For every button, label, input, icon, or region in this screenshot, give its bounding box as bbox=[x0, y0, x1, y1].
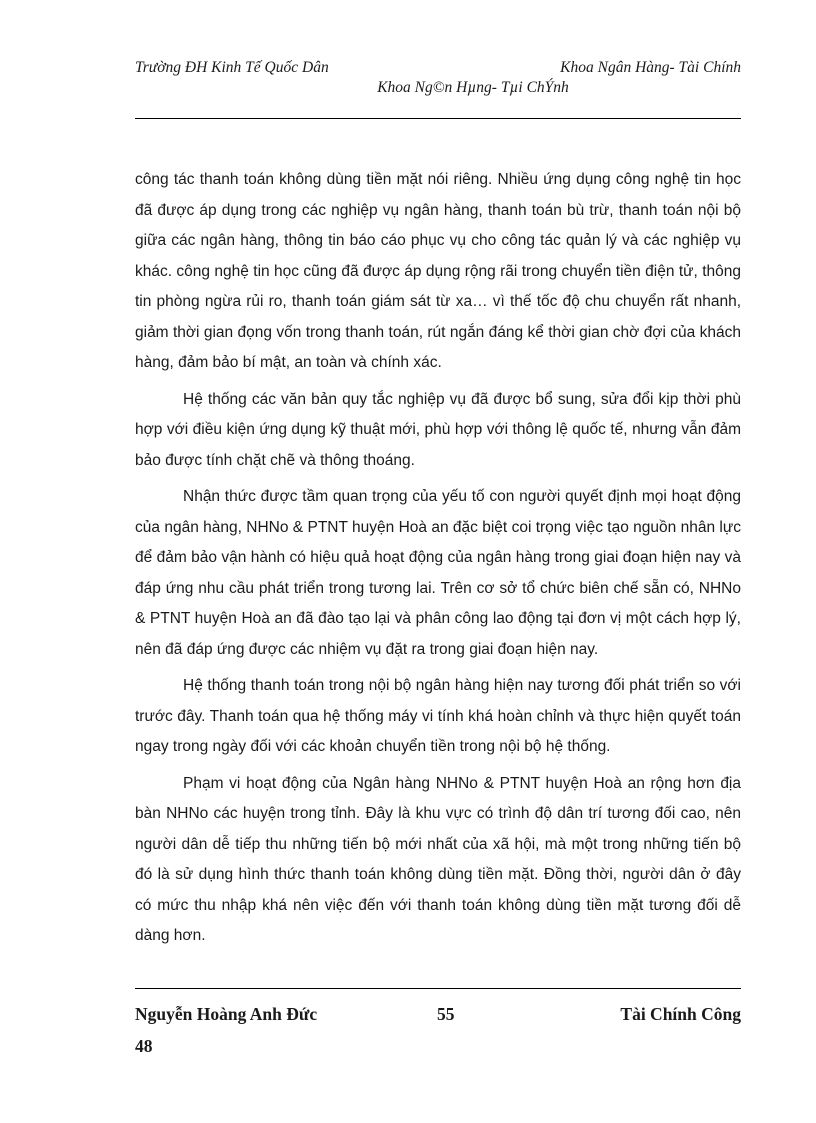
page-number: 55 bbox=[437, 1004, 455, 1024]
footer-row bbox=[135, 1000, 741, 1028]
footer-class-number: 48 bbox=[135, 1036, 153, 1056]
header-row bbox=[135, 58, 741, 78]
header-divider bbox=[135, 118, 741, 119]
paragraph-2: Hệ thống các văn bản quy tắc nghiệp vụ đã được bổ sung, sửa đổi kịp thời phù hợp với điều kiện ứng dụng kỹ thuật mới, phù hợp với thông lệ quốc tế, nhưng vẫn đảm bảo được tính chặt chẽ và thông thoáng. bbox=[135, 390, 741, 469]
footer-class-name: Tài Chính Công bbox=[620, 1004, 741, 1024]
body-text bbox=[135, 165, 741, 958]
header-university: Trường ĐH Kinh Tế Quốc Dân bbox=[135, 59, 329, 76]
header-faculty: Khoa Ngân Hàng- Tài Chính bbox=[560, 59, 741, 76]
paragraph-4: Hệ thống thanh toán trong nội bộ ngân hàng hiện nay tương đối phát triển so với trước đây. Thanh toán qua hệ thống máy vi tính khá hoàn chỉnh và thực hiện quyết toán ngay trong ngày đối với các khoản chuyển tiền trong nội bộ hệ thống. bbox=[135, 677, 741, 755]
page-footer bbox=[135, 1000, 741, 1060]
page-header bbox=[135, 58, 741, 98]
footer-author: Nguyễn Hoàng Anh Đức bbox=[135, 1004, 318, 1024]
footer-divider bbox=[135, 988, 741, 989]
paragraph-3: Nhận thức được tầm quan trọng của yếu tố con người quyết định mọi hoạt động của ngân hàng, NHNo & PTNT huyện Hoà an đặc biệt coi trọng việc tạo nguồn nhân lực để đảm bảo vận hành có hiệu quả hoạt động của ngân hàng trong giai đoạn hiện nay và đáp ứng nhu cầu phát triển trong tương lai. Trên cơ sở tổ chức biên chế sẵn có, NHNo & PTNT huyện Hoà an đã đào tạo lại và phân công lao động tại đơn vị một cách hợp lý, nên đã đáp ứng được các nhiệm vụ đặt ra trong giai đoạn hiện nay. bbox=[135, 488, 741, 658]
header-faculty-encoded: Khoa Ng©n Hµng- Tµi ChÝnh bbox=[377, 79, 569, 96]
paragraph-1: công tác thanh toán không dùng tiền mặt nói riêng. Nhiều ứng dụng công nghệ tin học đã được áp dụng trong các nghiệp vụ ngân hàng, thanh toán bù trừ, thanh toán nội bộ giữa các ngân hàng, thông tin báo cáo phục vụ cho công tác quản lý và các nghiệp vụ khác. công nghệ tin học cũng đã được áp dụng rộng rãi trong chuyển tiền điện tử, thông tin phòng ngừa rủi ro, thanh toán giám sát từ xa… vì thế tốc độ chu chuyển rất nhanh, giảm thời gian đọng vốn trong thanh toán, rút ngắn đáng kể thời gian chờ đợi của khách hàng, đảm bảo bí mật, an toàn và chính xác. bbox=[135, 171, 741, 371]
paragraph-5: Phạm vi hoạt động của Ngân hàng NHNo & PTNT huyện Hoà an rộng hơn địa bàn NHNo các huyện trong tỉnh. Đây là khu vực có trình độ dân trí tương đối cao, nên người dân dễ tiếp thu những tiến bộ mới nhất của xã hội, mà một trong những tiến bộ đó là sử dụng hình thức thanh toán không dùng tiền mặt. Đồng thời, người dân ở đây có mức thu nhập khá nên việc đến với thanh toán không dùng tiền mặt tương đối dễ dàng hơn. bbox=[135, 774, 741, 944]
